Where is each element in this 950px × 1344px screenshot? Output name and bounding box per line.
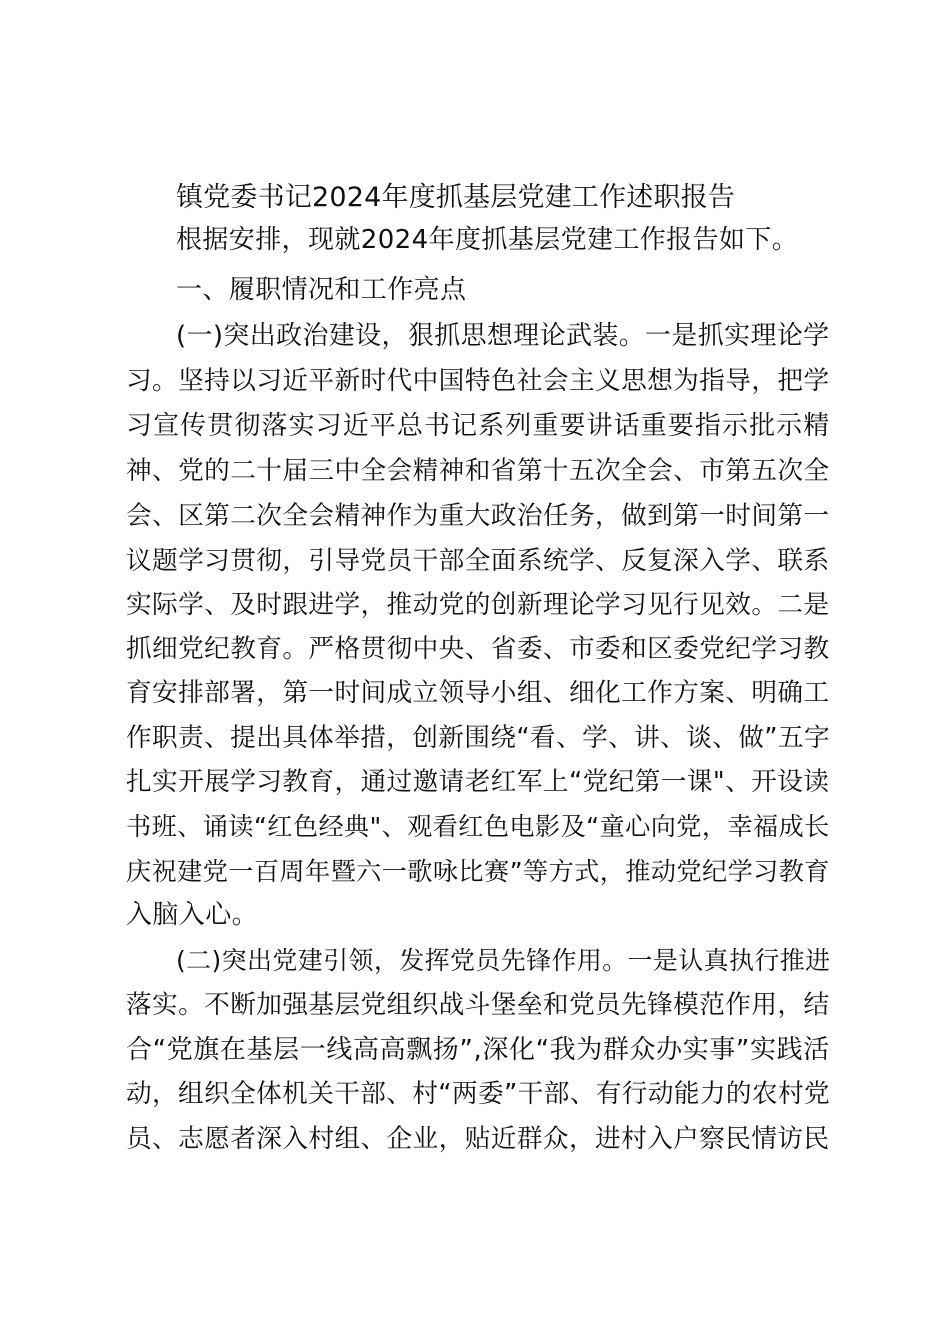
paragraph-line: 动，组织全体机关干部、村“两委”干部、有行动能力的农村党	[126, 1079, 831, 1109]
paragraph-line: 庆祝建党一百周年暨六一歌咏比赛”等方式，推动党纪学习教育	[126, 857, 830, 886]
paragraph-line: 落实。不断加强基层党组织战斗堡垒和党员先锋模范作用，结	[126, 990, 830, 1020]
section-heading: 一、履职情况和工作亮点	[176, 275, 467, 305]
paragraph-line: 作职责、提出具体举措，创新围绕“看、学、讲、谈、做”五字	[126, 723, 831, 753]
paragraph-line: 会、区第二次全会精神作为重大政治任务，做到第一时间第一	[126, 501, 830, 531]
paragraph-line: 实际学、及时跟进学，推动党的创新理论学习见行见效。二是	[126, 590, 830, 620]
paragraph-line: 员、志愿者深入村组、企业，贴近群众，进村入户察民情访民	[126, 1124, 830, 1154]
paragraph-line: 扎实开展学习教育，通过邀请老红军上“党纪第一课"、开设读	[126, 767, 830, 797]
intro-paragraph: 根据安排，现就2024年度抓基层党建工作报告如下。	[176, 225, 799, 255]
paragraph-line: (一)突出政治建设，狠抓思想理论武装。一是抓实理论学	[176, 321, 830, 351]
paragraph-line: 习宣传贯彻落实习近平总书记系列重要讲话重要指示批示精	[126, 411, 831, 441]
paragraph-line: 议题学习贯彻，引导党员干部全面系统学、反复深入学、联系	[126, 546, 830, 576]
document-title: 镇党委书记2024年度抓基层党建工作述职报告	[176, 182, 736, 213]
paragraph-line: (二)突出党建引领，发挥党员先锋作用。一是认真执行推进	[176, 946, 831, 975]
paragraph-line: 书班、诵读“红色经典"、观看红色电影及“童心向党，幸福成长	[126, 812, 830, 841]
paragraph-line: 育安排部署，第一时间成立领导小组、细化工作方案、明确工	[126, 678, 830, 708]
paragraph-line: 神、党的二十届三中全会精神和省第十五次全会、市第五次全	[126, 456, 830, 486]
paragraph-line: 抓细党纪教育。严格贯彻中央、省委、市委和区委党纪学习教	[126, 634, 830, 664]
paragraph-line: 习。坚持以习近平新时代中国特色社会主义思想为指导，把学	[126, 366, 830, 396]
paragraph-line: 合“党旗在基层一线高高飘扬”,深化“我为群众办实事”实践活	[126, 1035, 830, 1065]
paragraph-line: 入脑入心。	[126, 900, 259, 930]
